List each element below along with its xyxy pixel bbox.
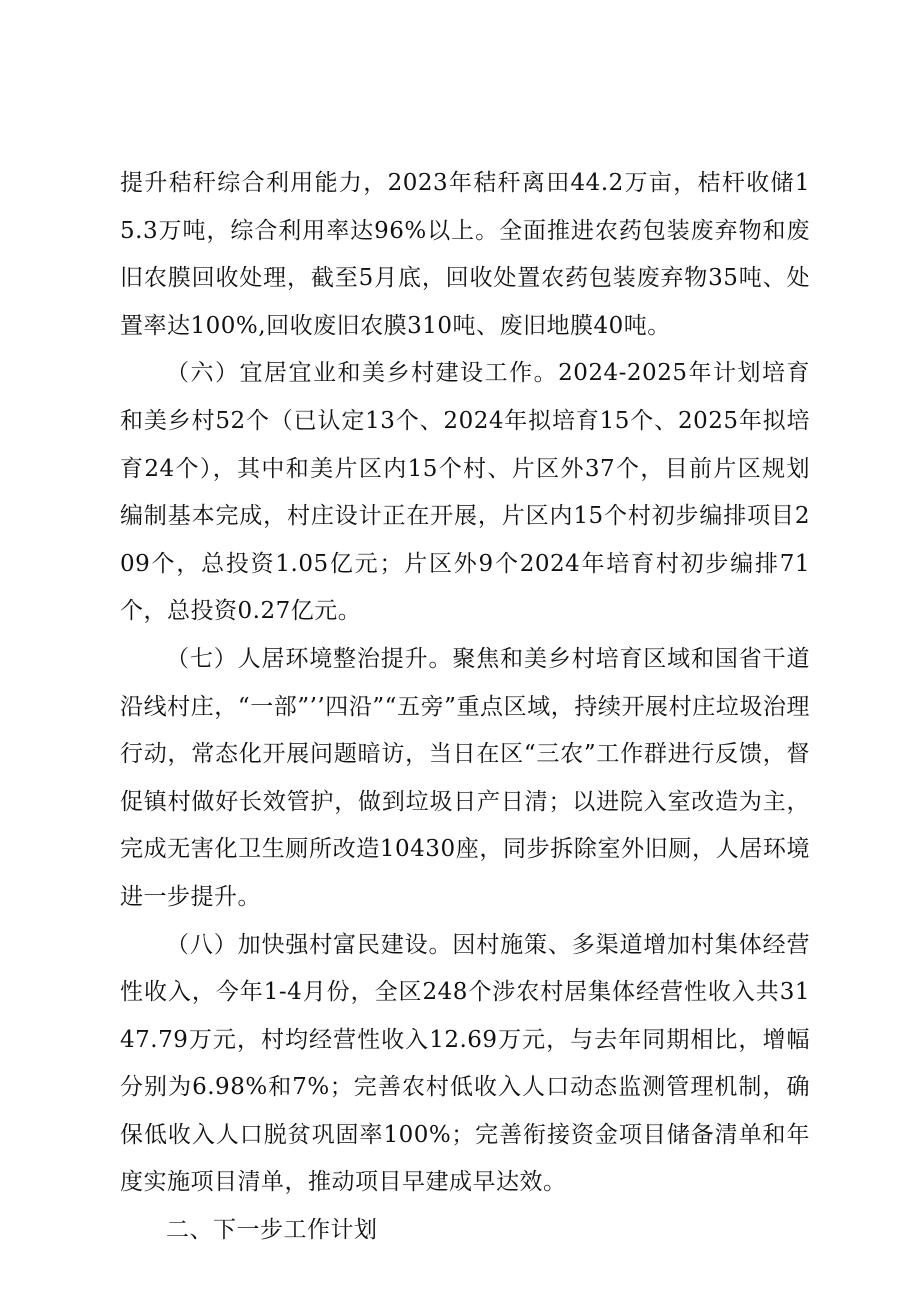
paragraph-living-environment: （七）人居环境整治提升。聚焦和美乡村培育区域和国省干道沿线村庄，“一部”’’四沿”“五旁”重点区域，持续开展村庄垃圾治理行动，常态化开展问题暗访，当日在区“三农”工作群进行反馈，督促镇村做好长效管护，做到垃圾日产日清；以进院入室改造为主，完成无害化卫生厕所改造10430座，同步拆除室外旧厕，人居环境进一步提升。 (120, 645, 810, 910)
document-body (120, 160, 810, 1255)
paragraph-straw-utilization: 提升秸秆综合利用能力，2023年秸秆离田44.2万亩，桔杆收储15.3万吨，综合利用率达96%以上。全面推进农药包装废弃物和废旧农膜回收处理，截至5月底，回收处置农药包装废弃物35吨、处置率达100%,回收废旧农膜310吨、废旧地膜40吨。 (120, 170, 810, 339)
section-heading-next-steps: 二、下一步工作计划 (166, 1217, 378, 1244)
paragraph-livable-village: （六）宜居宜业和美乡村建设工作。2024-2025年计划培育和美乡村52个（已认定13个、2024年拟培育15个、2025年拟培育24个），其中和美片区内15个村、片区外37个，目前片区规划编制基本完成，村庄设计正在开展，片区内15个村初步编排项目209个，总投资1.05亿元；片区外9个2024年培育村初步编排71个，总投资0.27亿元。 (120, 360, 810, 625)
paragraph-village-prosperity: （八）加快强村富民建设。因村施策、多渠道增加村集体经营性收入，今年1-4月份，全区248个涉农村居集体经营性收入共3147.79万元，村均经营性收入12.69万元，与去年同期相比，增幅分别为6.98%和7%；完善农村低收入人口动态监测管理机制，确保低收入人口脱贫巩固率100%；完善衔接资金项目储备清单和年度实施项目清单，推动项目早建成早达效。 (120, 931, 810, 1196)
